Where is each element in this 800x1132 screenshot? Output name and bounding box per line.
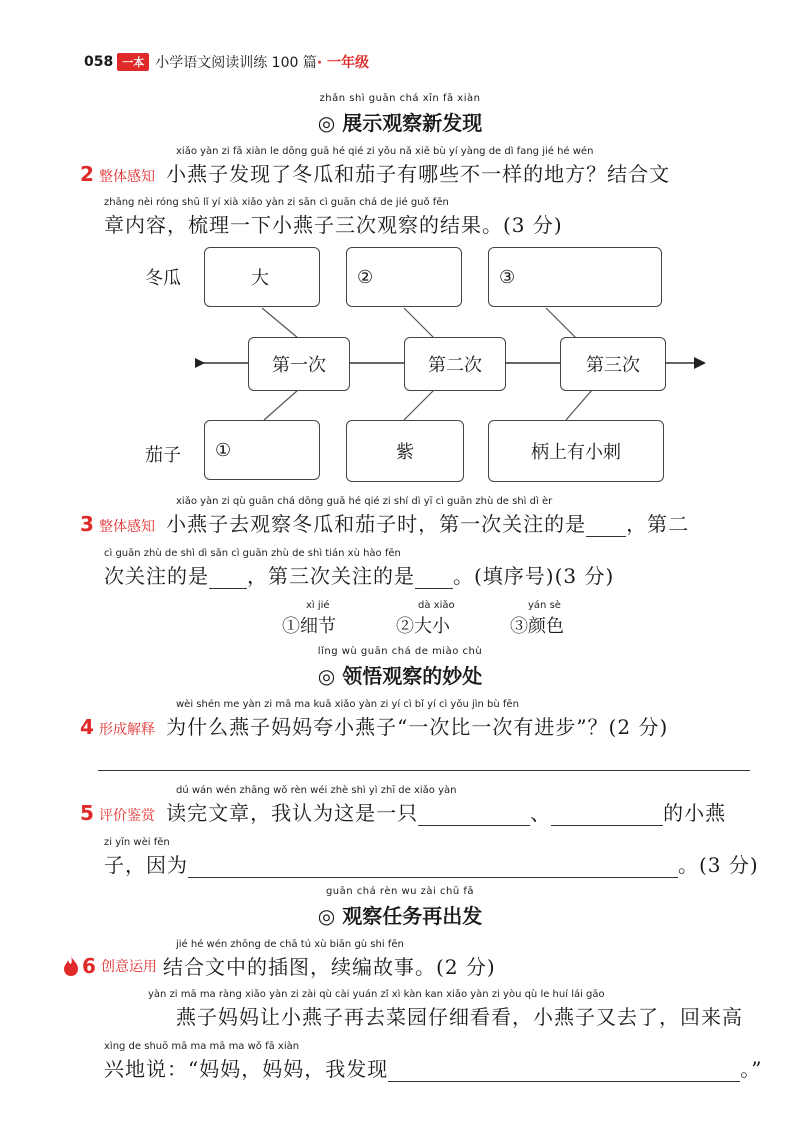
question-tag: 形成解释 bbox=[99, 722, 156, 738]
melon-obs-1 bbox=[204, 247, 320, 307]
question-number: 5 bbox=[80, 801, 94, 825]
q4-pinyin-1: wèi shén me yàn zi mā ma kuā xiǎo yàn zi yí cì bǐ yí cì yǒu jìn bù fēn bbox=[176, 699, 519, 710]
observation-step-3: 第三次 bbox=[560, 337, 666, 391]
question-text: 小燕子发现了冬瓜和茄子有哪些不一样的地方？结合文 bbox=[166, 162, 671, 186]
option-pinyin: dà xiǎo bbox=[418, 600, 455, 611]
q3-line-1 bbox=[80, 508, 689, 537]
q3-pinyin-2: cì guān zhù de shì dì sān cì guān zhù de shì tián xù hào fēn bbox=[104, 548, 401, 559]
eggplant-obs-1-blank[interactable] bbox=[204, 420, 320, 480]
q4-line-1 bbox=[80, 711, 668, 740]
flame-icon bbox=[62, 955, 80, 977]
page-number: 058 bbox=[84, 54, 114, 70]
section-title: ◎ 展示观察新发现 bbox=[317, 111, 483, 135]
section-title: ◎ 领悟观察的妙处 bbox=[317, 664, 483, 688]
question-text: 次关注的是 bbox=[104, 564, 209, 588]
section-heading-1 bbox=[0, 93, 800, 136]
section-pinyin: guān chá rèn wu zài chū fā bbox=[325, 886, 475, 897]
grade-label: · 一年级 bbox=[316, 55, 370, 71]
question-text: 为什么燕子妈妈夸小燕子“一次比一次有进步”？(2 分) bbox=[166, 715, 669, 739]
section-title: ◎ 观察任务再出发 bbox=[317, 904, 483, 928]
q5-pinyin-1: dú wán wén zhāng wǒ rèn wéi zhè shì yì zhī de xiǎo yàn bbox=[176, 785, 457, 796]
answer-blank-second[interactable] bbox=[209, 566, 247, 589]
question-text: ，第二 bbox=[626, 512, 690, 536]
section-heading-3 bbox=[0, 886, 800, 929]
option-pinyin: yán sè bbox=[528, 600, 561, 611]
question-text: 小燕子去观察冬瓜和茄子时，第一次关注的是 bbox=[166, 512, 587, 536]
q6-line-2: 燕子妈妈让小燕子再去菜园仔细看看，小燕子又去了，回来高 bbox=[176, 1005, 743, 1029]
q5-line-1 bbox=[80, 797, 726, 826]
question-number: 6 bbox=[82, 953, 96, 978]
book-title: 小学语文阅读训练 100 篇 bbox=[155, 55, 317, 71]
answer-blank-adjective-2[interactable] bbox=[551, 803, 663, 826]
melon-obs-2-marker: ② bbox=[357, 266, 374, 287]
book-logo: 一本 bbox=[117, 53, 149, 71]
q3-pinyin-1: xiǎo yàn zi qù guān chá dōng guā hé qié zi shí dì yī cì guān zhù de shì dì èr bbox=[176, 496, 553, 507]
answer-blank-first[interactable] bbox=[586, 514, 626, 537]
options-pinyin bbox=[306, 600, 561, 611]
question-text: 。” bbox=[740, 1057, 763, 1081]
question-tag: 整体感知 bbox=[99, 169, 156, 185]
melon-obs-3-marker: ③ bbox=[499, 266, 516, 287]
q4-answer-line[interactable] bbox=[98, 770, 750, 771]
question-text: 、 bbox=[530, 801, 552, 825]
melon-obs-3-blank[interactable] bbox=[488, 247, 662, 307]
q6-pinyin-3: xìng de shuō mā ma mā ma wǒ fā xiàn bbox=[104, 1041, 300, 1052]
melon-obs-2-blank[interactable] bbox=[346, 247, 462, 307]
question-tag: 评价鉴赏 bbox=[99, 808, 156, 824]
question-text: 的小燕 bbox=[663, 801, 727, 825]
q6-line-1 bbox=[62, 951, 496, 980]
question-text: 结合文中的插图，续编故事。(2 分) bbox=[163, 955, 496, 979]
q3-options bbox=[282, 612, 602, 638]
answer-blank-story[interactable] bbox=[388, 1059, 740, 1082]
answer-blank-adjective-1[interactable] bbox=[418, 803, 530, 826]
q3-line-2 bbox=[104, 560, 614, 589]
question-number: 4 bbox=[80, 715, 94, 739]
row-label-winter-melon: 冬瓜 bbox=[145, 268, 181, 288]
observation-step-2: 第二次 bbox=[404, 337, 506, 391]
question-number: 2 bbox=[80, 162, 94, 186]
answer-blank-reason[interactable] bbox=[188, 855, 678, 878]
q2-line-2: 章内容，梳理一下小燕子三次观察的结果。(3 分) bbox=[104, 213, 563, 237]
section-pinyin: lǐng wù guān chá de miào chù bbox=[317, 646, 483, 657]
melon-obs-1-text: 大 bbox=[251, 268, 269, 288]
eggplant-obs-1-marker: ① bbox=[215, 439, 232, 460]
q5-pinyin-2: zi yīn wèi fēn bbox=[104, 837, 170, 848]
page-header bbox=[84, 52, 369, 72]
row-label-eggplant: 茄子 bbox=[145, 445, 181, 465]
section-pinyin: zhǎn shì guān chá xīn fā xiàn bbox=[319, 93, 481, 104]
q2-line-1 bbox=[80, 158, 670, 187]
question-text: 兴地说：“妈妈，妈妈，我发现 bbox=[104, 1057, 389, 1081]
eggplant-obs-3: 柄上有小刺 bbox=[488, 420, 664, 482]
q5-line-2 bbox=[104, 849, 759, 878]
observation-step-1: 第一次 bbox=[248, 337, 350, 391]
eggplant-obs-2: 紫 bbox=[346, 420, 464, 482]
question-tag: 整体感知 bbox=[99, 519, 156, 535]
question-text: 读完文章，我认为这是一只 bbox=[166, 801, 419, 825]
q6-line-3 bbox=[104, 1053, 762, 1082]
option-size: ②大小 bbox=[396, 616, 450, 637]
question-text: 。(填序号)(3 分) bbox=[453, 564, 615, 588]
option-color: ③颜色 bbox=[510, 616, 564, 637]
option-detail: ①细节 bbox=[282, 616, 336, 637]
q2-pinyin-1: xiǎo yàn zi fā xiàn le dōng guā hé qié zi yǒu nǎ xiē bù yí yàng de dì fang jié hé wén bbox=[176, 146, 594, 157]
q2-pinyin-2: zhāng nèi róng shū lǐ yí xià xiǎo yàn zi sān cì guān chá de jié guǒ fēn bbox=[104, 197, 449, 208]
question-tag: 创意运用 bbox=[101, 958, 158, 975]
question-number: 3 bbox=[80, 512, 94, 536]
question-text: ，第三次关注的是 bbox=[247, 564, 415, 588]
section-heading-2 bbox=[0, 646, 800, 689]
question-text: 子，因为 bbox=[104, 853, 188, 877]
option-pinyin: xì jié bbox=[306, 600, 330, 611]
question-text: 。(3 分) bbox=[678, 853, 759, 877]
q6-pinyin-2: yàn zi mā ma ràng xiǎo yàn zi zài qù cài yuán zǐ xì kàn kan xiǎo yàn zi yòu qù le huí lái gāo bbox=[148, 989, 605, 1000]
answer-blank-third[interactable] bbox=[415, 566, 453, 589]
q6-pinyin-1: jié hé wén zhōng de chā tú xù biān gù shi fēn bbox=[176, 939, 404, 950]
